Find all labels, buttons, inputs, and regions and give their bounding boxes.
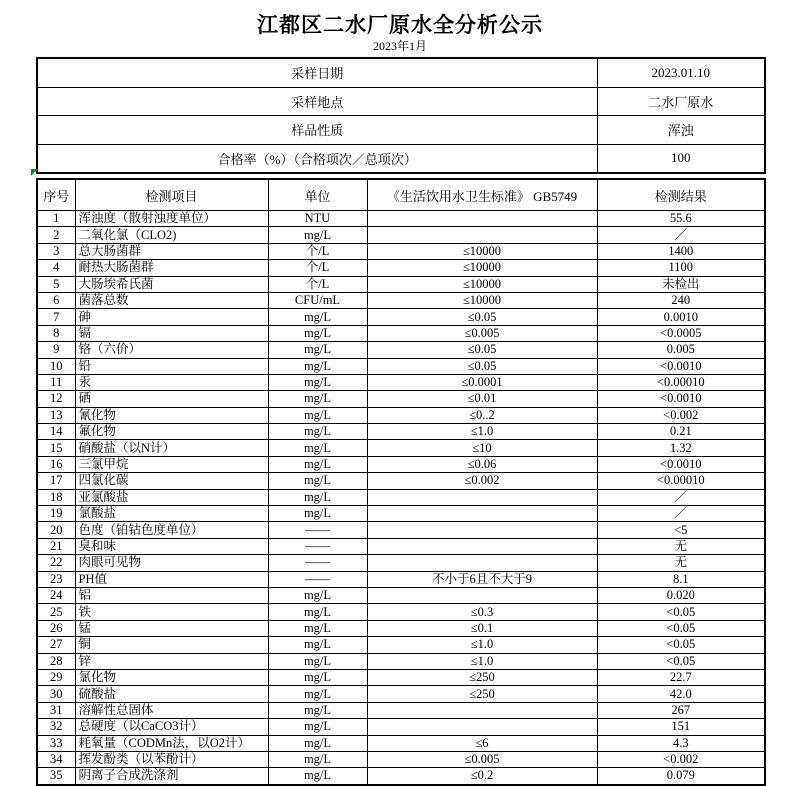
cell-unit: mg/L — [268, 620, 367, 636]
page-title: 江都区二水厂原水全分析公示 — [257, 13, 543, 37]
cell-standard: ≤0.06 — [367, 456, 597, 472]
cell-standard — [367, 702, 597, 718]
cell-unit: mg/L — [268, 342, 367, 358]
cell-standard: ≤10000 — [367, 260, 597, 276]
cell-standard: ≤0.2 — [367, 768, 597, 785]
cell-index: 16 — [37, 456, 75, 472]
result-row — [37, 325, 765, 341]
cell-item: 铅 — [75, 358, 268, 374]
cell-standard: ≤0.1 — [367, 620, 597, 636]
cell-item: 耐热大肠菌群 — [75, 260, 268, 276]
cell-item: 二氧化氯（CLO2) — [75, 227, 268, 243]
cell-index: 21 — [37, 538, 75, 554]
cell-item: 臭和味 — [75, 538, 268, 554]
info-label: 样品性质 — [37, 116, 597, 145]
cell-unit: —— — [268, 522, 367, 538]
cell-result: 无 — [597, 538, 765, 554]
cell-item: 锰 — [75, 620, 268, 636]
cell-item: 铜 — [75, 637, 268, 653]
result-row — [37, 620, 765, 636]
cell-result: <0.0010 — [597, 391, 765, 407]
result-row — [37, 211, 765, 227]
cell-item: 锌 — [75, 653, 268, 669]
cell-item: 氰化物 — [75, 407, 268, 423]
cell-index: 35 — [37, 768, 75, 785]
info-row — [37, 87, 765, 116]
cell-result: 1100 — [597, 260, 765, 276]
cell-result: <0.0010 — [597, 456, 765, 472]
cell-standard: ≤0.3 — [367, 604, 597, 620]
col-header-result: 检测结果 — [597, 179, 765, 211]
cell-index: 15 — [37, 440, 75, 456]
cell-index: 13 — [37, 407, 75, 423]
result-row — [37, 719, 765, 735]
cell-index: 26 — [37, 620, 75, 636]
cell-item: 硫酸盐 — [75, 686, 268, 702]
cell-index: 4 — [37, 260, 75, 276]
page-subtitle: 2023年1月 — [372, 39, 427, 53]
cell-standard: ≤10000 — [367, 292, 597, 308]
cell-standard — [367, 227, 597, 243]
result-row — [37, 686, 765, 702]
cell-result: 0.020 — [597, 587, 765, 603]
result-row — [37, 489, 765, 505]
cell-index: 33 — [37, 735, 75, 751]
info-table — [36, 57, 766, 174]
cell-index: 1 — [37, 211, 75, 227]
cell-unit: —— — [268, 571, 367, 587]
info-row — [37, 58, 765, 87]
cell-index: 27 — [37, 637, 75, 653]
result-row — [37, 702, 765, 718]
cell-unit: mg/L — [268, 637, 367, 653]
cell-item: 氯化物 — [75, 669, 268, 685]
cell-standard: ≤0.0001 — [367, 374, 597, 390]
cell-unit: mg/L — [268, 669, 367, 685]
cell-standard: ≤0.05 — [367, 309, 597, 325]
cell-result: 0.0010 — [597, 309, 765, 325]
cell-unit: mg/L — [268, 751, 367, 767]
cell-standard — [367, 522, 597, 538]
cell-item: 铁 — [75, 604, 268, 620]
cell-unit: mg/L — [268, 604, 367, 620]
cell-standard — [367, 719, 597, 735]
cell-standard: ≤0..2 — [367, 407, 597, 423]
col-header-unit: 单位 — [268, 179, 367, 211]
result-row — [37, 473, 765, 489]
cell-standard: ≤1.0 — [367, 653, 597, 669]
cell-unit: mg/L — [268, 391, 367, 407]
cell-result: 22.7 — [597, 669, 765, 685]
cell-index: 34 — [37, 751, 75, 767]
result-row — [37, 456, 765, 472]
cell-item: 大肠埃希氏菌 — [75, 276, 268, 292]
cell-result: 267 — [597, 702, 765, 718]
cell-index: 18 — [37, 489, 75, 505]
cell-index: 6 — [37, 292, 75, 308]
cell-standard: ≤10 — [367, 440, 597, 456]
cell-standard: ≤0.05 — [367, 342, 597, 358]
result-row — [37, 424, 765, 440]
cell-standard: ≤10000 — [367, 243, 597, 259]
cell-index: 22 — [37, 555, 75, 571]
result-row — [37, 407, 765, 423]
cell-result: <0.0005 — [597, 325, 765, 341]
cell-index: 25 — [37, 604, 75, 620]
cell-item: 砷 — [75, 309, 268, 325]
info-row — [37, 144, 765, 173]
cell-result: 0.079 — [597, 768, 765, 785]
cell-item: 铬（六价） — [75, 342, 268, 358]
cell-index: 20 — [37, 522, 75, 538]
cell-index: 8 — [37, 325, 75, 341]
cell-unit: mg/L — [268, 325, 367, 341]
cell-standard: ≤250 — [367, 669, 597, 685]
cell-unit: mg/L — [268, 686, 367, 702]
cell-index: 5 — [37, 276, 75, 292]
col-header-index: 序号 — [37, 179, 75, 211]
cell-result: 240 — [597, 292, 765, 308]
cell-index: 31 — [37, 702, 75, 718]
result-row — [37, 260, 765, 276]
cell-item: 菌落总数 — [75, 292, 268, 308]
cell-item: 总大肠菌群 — [75, 243, 268, 259]
result-row — [37, 227, 765, 243]
cell-unit: NTU — [268, 211, 367, 227]
result-row — [37, 506, 765, 522]
cell-unit: —— — [268, 555, 367, 571]
result-row — [37, 587, 765, 603]
cell-index: 11 — [37, 374, 75, 390]
cell-standard — [367, 587, 597, 603]
cell-result: <0.05 — [597, 604, 765, 620]
cell-standard: ≤6 — [367, 735, 597, 751]
cell-index: 32 — [37, 719, 75, 735]
info-row — [37, 116, 765, 145]
cell-index: 7 — [37, 309, 75, 325]
cell-result: 未检出 — [597, 276, 765, 292]
cell-standard: ≤10000 — [367, 276, 597, 292]
cell-result: 1400 — [597, 243, 765, 259]
cell-result: 0.21 — [597, 424, 765, 440]
cell-standard: ≤1.0 — [367, 637, 597, 653]
cell-result: <0.05 — [597, 653, 765, 669]
cell-standard: ≤0.005 — [367, 325, 597, 341]
result-row — [37, 374, 765, 390]
cell-result: <0.0010 — [597, 358, 765, 374]
cell-result: 4.3 — [597, 735, 765, 751]
results-header-row — [37, 179, 765, 211]
cell-unit: mg/L — [268, 309, 367, 325]
cell-unit: mg/L — [268, 440, 367, 456]
cell-result: 8.1 — [597, 571, 765, 587]
cell-index: 19 — [37, 506, 75, 522]
cell-result: 42.0 — [597, 686, 765, 702]
result-row — [37, 768, 765, 785]
info-label: 合格率（%）（合格项次／总项次） — [37, 144, 597, 173]
info-value: 100 — [597, 144, 765, 173]
info-value: 2023.01.10 — [597, 58, 765, 87]
cell-item: PH值 — [75, 571, 268, 587]
cell-standard: ≤0.002 — [367, 473, 597, 489]
cell-result: <5 — [597, 522, 765, 538]
cell-item: 浑浊度（散射浊度单位） — [75, 211, 268, 227]
cell-unit: mg/L — [268, 653, 367, 669]
cell-result: <0.00010 — [597, 473, 765, 489]
cell-standard — [367, 555, 597, 571]
cell-unit: mg/L — [268, 358, 367, 374]
cell-standard: ≤0.05 — [367, 358, 597, 374]
result-row — [37, 669, 765, 685]
cell-item: 氯酸盐 — [75, 506, 268, 522]
cell-unit: mg/L — [268, 473, 367, 489]
cell-result: <0.002 — [597, 751, 765, 767]
cell-item: 总硬度（以CaCO3计） — [75, 719, 268, 735]
cell-index: 3 — [37, 243, 75, 259]
result-row — [37, 276, 765, 292]
cell-result: <0.05 — [597, 620, 765, 636]
result-row — [37, 358, 765, 374]
cell-index: 2 — [37, 227, 75, 243]
cell-standard — [367, 489, 597, 505]
cell-unit: mg/L — [268, 719, 367, 735]
cell-item: 汞 — [75, 374, 268, 390]
cell-unit: mg/L — [268, 735, 367, 751]
cell-result: ／ — [597, 227, 765, 243]
cell-index: 28 — [37, 653, 75, 669]
info-label: 采样地点 — [37, 87, 597, 116]
cell-unit: 个/L — [268, 243, 367, 259]
cell-standard: ≤250 — [367, 686, 597, 702]
cell-index: 12 — [37, 391, 75, 407]
info-value: 浑浊 — [597, 116, 765, 145]
cell-item: 三氯甲烷 — [75, 456, 268, 472]
cell-unit: 个/L — [268, 260, 367, 276]
cell-standard — [367, 538, 597, 554]
cell-item: 镉 — [75, 325, 268, 341]
cell-item: 硒 — [75, 391, 268, 407]
result-row — [37, 342, 765, 358]
cell-unit: —— — [268, 538, 367, 554]
result-row — [37, 571, 765, 587]
result-row — [37, 243, 765, 259]
cell-unit: 个/L — [268, 276, 367, 292]
cell-unit: mg/L — [268, 374, 367, 390]
cell-result: 151 — [597, 719, 765, 735]
result-row — [37, 751, 765, 767]
cell-item: 肉眼可见物 — [75, 555, 268, 571]
cell-index: 29 — [37, 669, 75, 685]
cell-unit: mg/L — [268, 587, 367, 603]
cell-result: <0.00010 — [597, 374, 765, 390]
cell-result: <0.002 — [597, 407, 765, 423]
cell-item: 亚氯酸盐 — [75, 489, 268, 505]
cell-index: 10 — [37, 358, 75, 374]
cell-index: 24 — [37, 587, 75, 603]
cell-unit: mg/L — [268, 227, 367, 243]
cell-standard: 不小于6且不大于9 — [367, 571, 597, 587]
cell-result: ／ — [597, 506, 765, 522]
cell-index: 17 — [37, 473, 75, 489]
cell-result: <0.05 — [597, 637, 765, 653]
cell-item: 硝酸盐（以N计） — [75, 440, 268, 456]
cell-item: 铝 — [75, 587, 268, 603]
info-value: 二水厂原水 — [597, 87, 765, 116]
result-row — [37, 391, 765, 407]
cell-standard — [367, 211, 597, 227]
result-row — [37, 735, 765, 751]
cell-unit: mg/L — [268, 702, 367, 718]
cell-unit: CFU/mL — [268, 292, 367, 308]
cell-unit: mg/L — [268, 489, 367, 505]
result-row — [37, 440, 765, 456]
cell-item: 阴离子合成洗涤剂 — [75, 768, 268, 785]
cell-standard — [367, 506, 597, 522]
cell-standard: ≤0.01 — [367, 391, 597, 407]
result-row — [37, 309, 765, 325]
cell-index: 14 — [37, 424, 75, 440]
cell-item: 氟化物 — [75, 424, 268, 440]
result-row — [37, 555, 765, 571]
cell-result: 1.32 — [597, 440, 765, 456]
cell-unit: mg/L — [268, 424, 367, 440]
col-header-standard: 《生活饮用水卫生标准》 GB5749 — [367, 179, 597, 211]
cell-item: 四氯化碳 — [75, 473, 268, 489]
cell-unit: mg/L — [268, 506, 367, 522]
cell-index: 23 — [37, 571, 75, 587]
cell-item: 溶解性总固体 — [75, 702, 268, 718]
result-row — [37, 653, 765, 669]
cell-unit: mg/L — [268, 768, 367, 785]
cell-index: 9 — [37, 342, 75, 358]
result-row — [37, 637, 765, 653]
info-label: 采样日期 — [37, 58, 597, 87]
cell-result: 0.005 — [597, 342, 765, 358]
cell-item: 挥发酚类（以苯酚计） — [75, 751, 268, 767]
result-row — [37, 604, 765, 620]
cell-index: 30 — [37, 686, 75, 702]
result-row — [37, 292, 765, 308]
result-row — [37, 538, 765, 554]
cell-standard: ≤1.0 — [367, 424, 597, 440]
cell-item: 耗氧量（CODMn法，以O2计） — [75, 735, 268, 751]
cell-unit: mg/L — [268, 407, 367, 423]
cell-result: 无 — [597, 555, 765, 571]
col-header-item: 检测项目 — [75, 179, 268, 211]
cell-result: ／ — [597, 489, 765, 505]
result-row — [37, 522, 765, 538]
cell-result: 55.6 — [597, 211, 765, 227]
cell-unit: mg/L — [268, 456, 367, 472]
results-table — [36, 178, 766, 786]
cell-standard: ≤0.005 — [367, 751, 597, 767]
excel-error-marker-icon — [31, 169, 38, 176]
cell-item: 色度（铂钴色度单位） — [75, 522, 268, 538]
